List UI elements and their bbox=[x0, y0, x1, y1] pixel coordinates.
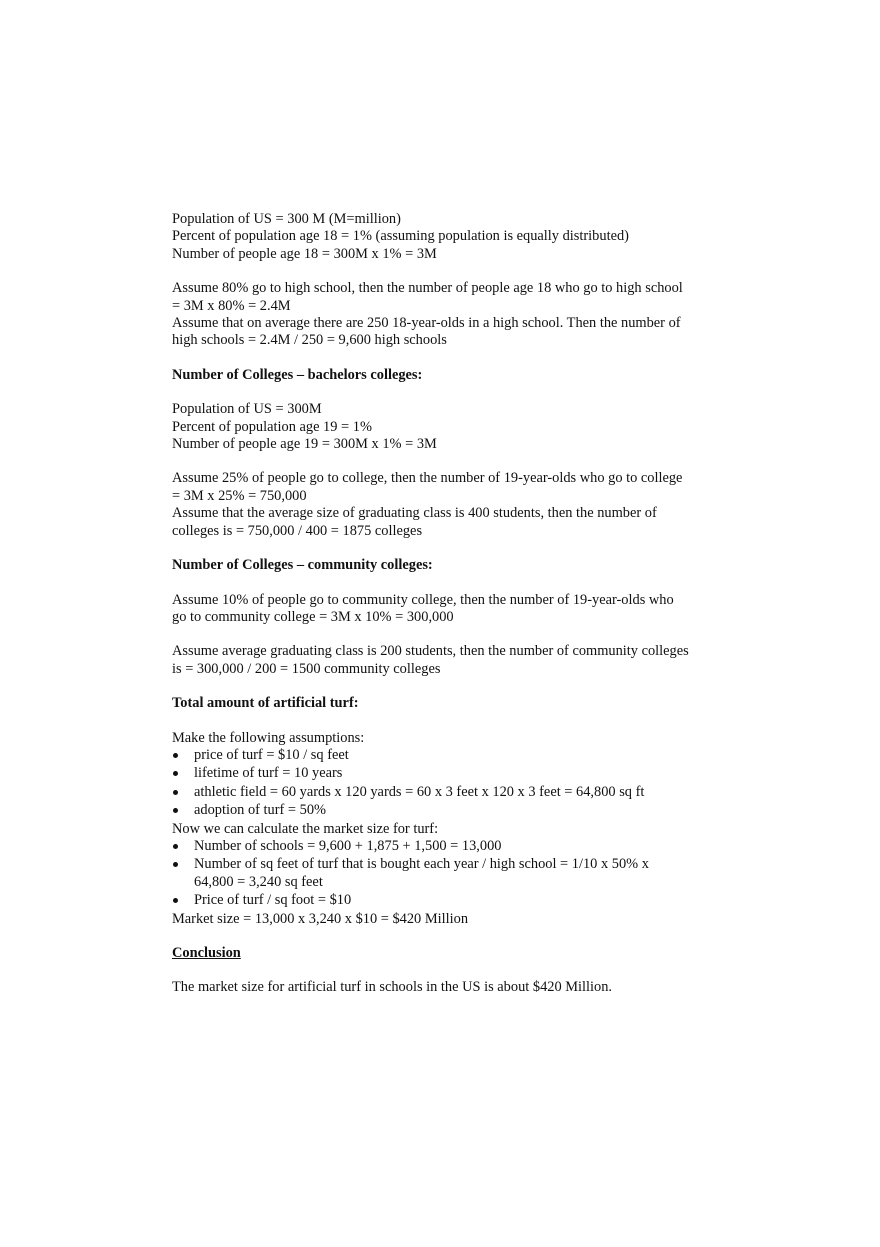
assumptions-intro: Make the following assumptions: bbox=[172, 729, 365, 746]
text-line: Assume average graduating class is 200 students, then the number of community colleges bbox=[172, 643, 689, 660]
list-item-text: athletic field = 60 yards x 120 yards = 60 x 3 feet x 120 x 3 feet = 64,800 sq ft bbox=[194, 783, 645, 800]
bachelors-paragraph-1 bbox=[172, 470, 732, 505]
assumptions-list bbox=[172, 747, 732, 820]
market-size-line: Market size = 13,000 x 3,240 x $10 = $420 Million bbox=[172, 910, 469, 927]
calc-list bbox=[172, 838, 732, 910]
list-item bbox=[172, 765, 732, 782]
community-heading: Number of Colleges – community colleges: bbox=[172, 557, 433, 574]
bachelors-population-paragraph bbox=[172, 401, 732, 453]
text-line: = 3M x 25% = 750,000 bbox=[172, 487, 307, 504]
list-item bbox=[172, 784, 732, 801]
list-item bbox=[172, 838, 732, 855]
list-item-text: 64,800 = 3,240 sq feet bbox=[194, 873, 323, 890]
text-line: colleges is = 750,000 / 400 = 1875 colleges bbox=[172, 522, 423, 539]
text-line: is = 300,000 / 200 = 1500 community colleges bbox=[172, 660, 441, 677]
list-item-text: Price of turf / sq foot = $10 bbox=[194, 892, 352, 909]
text-line: Assume 10% of people go to community college, then the number of 19-year-olds who bbox=[172, 591, 674, 608]
high-school-paragraph-2 bbox=[172, 315, 732, 350]
text-line: Population of US = 300M bbox=[172, 401, 322, 418]
conclusion-heading bbox=[172, 945, 732, 962]
text-line: go to community college = 3M x 10% = 300,000 bbox=[172, 608, 454, 625]
text-line: Assume 25% of people go to college, then the number of 19-year-olds who go to college bbox=[172, 470, 683, 487]
list-item bbox=[172, 892, 732, 909]
text-line: Assume that on average there are 250 18-year-olds in a high school. Then the number of bbox=[172, 315, 681, 332]
conclusion-heading-text: Conclusion bbox=[172, 945, 241, 961]
document-page bbox=[172, 211, 732, 1014]
list-item bbox=[172, 747, 732, 764]
turf-section bbox=[172, 730, 732, 928]
text-line: high schools = 2.4M / 250 = 9,600 high schools bbox=[172, 332, 447, 349]
text-line: Population of US = 300 M (M=million) bbox=[172, 211, 401, 227]
community-paragraph-1 bbox=[172, 592, 732, 627]
conclusion-text: The market size for artificial turf in schools in the US is about $420 Million. bbox=[172, 979, 613, 996]
text-line: Assume that the average size of graduating class is 400 students, then the number of bbox=[172, 505, 657, 522]
intro-paragraph bbox=[172, 211, 732, 263]
text-line: Percent of population age 19 = 1% bbox=[172, 418, 372, 435]
list-item-text: lifetime of turf = 10 years bbox=[194, 765, 343, 782]
list-item-text: Number of schools = 9,600 + 1,875 + 1,500 = 13,000 bbox=[194, 837, 502, 854]
list-item bbox=[172, 802, 732, 819]
text-line: Number of people age 18 = 300M x 1% = 3M bbox=[172, 245, 437, 262]
calc-intro: Now we can calculate the market size for turf: bbox=[172, 820, 439, 837]
list-item-text: price of turf = $10 / sq feet bbox=[194, 746, 349, 763]
high-school-paragraph-1 bbox=[172, 280, 732, 315]
text-line: = 3M x 80% = 2.4M bbox=[172, 297, 291, 314]
text-line: Number of people age 19 = 300M x 1% = 3M bbox=[172, 436, 437, 453]
bachelors-paragraph-2 bbox=[172, 505, 732, 540]
list-item bbox=[172, 856, 732, 891]
bachelors-heading: Number of Colleges – bachelors colleges: bbox=[172, 366, 423, 383]
list-item-text: adoption of turf = 50% bbox=[194, 802, 327, 819]
list-item-text: Number of sq feet of turf that is bought each year / high school = 1/10 x 50% x bbox=[194, 856, 649, 873]
text-line: Assume 80% go to high school, then the number of people age 18 who go to high school bbox=[172, 280, 683, 297]
text-line: Percent of population age 18 = 1% (assuming population is equally distributed) bbox=[172, 228, 629, 245]
turf-heading: Total amount of artificial turf: bbox=[172, 695, 359, 712]
community-paragraph-2 bbox=[172, 643, 732, 678]
